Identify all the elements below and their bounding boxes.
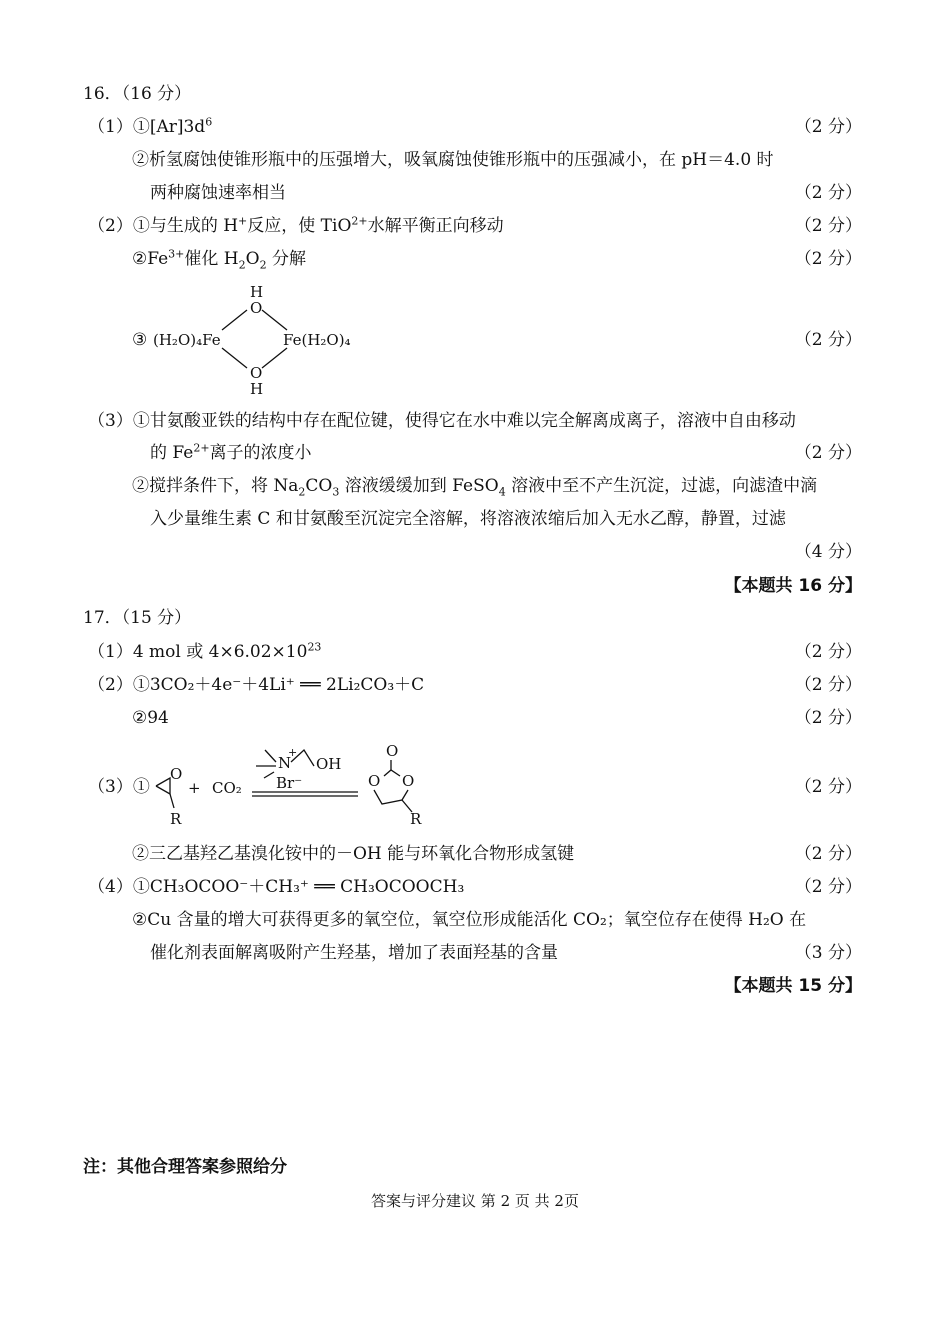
q16-1-1 [88,115,212,139]
q17-3-1-score: （2 分） [794,777,862,797]
q16-3-2-line2: 入少量维生素 C 和甘氨酸至沉淀完全溶解，将溶液浓缩后加入无水乙醇，静置，过滤 [150,509,786,529]
q16-3-2-sub2: 3 [332,485,340,499]
q17-4-2-line2: 催化剂表面解离吸附产生羟基，增加了表面羟基的含量 [150,943,558,963]
q16-3-1-line1: （3）①甘氨酸亚铁的结构中存在配位键，使得它在水中难以完全解离成离子，溶液中自由移动 [88,411,796,431]
bond-o-top-right [262,310,287,330]
bond-o-bot-right [262,348,287,368]
q16-3-2-sub1: 2 [298,485,306,499]
q17-3-2: ②三乙基羟乙基溴化铵中的－OH 能与环氧化合物形成氢键 [132,844,575,864]
struct-o-top: O [250,299,263,317]
catalyst-ethyl-1 [265,750,276,762]
struct-right-group: Fe(H₂O)₄ [283,331,351,349]
bond-o-top-left [222,310,247,330]
q16-3-2-line1 [132,474,817,498]
q16-2-1-score: （2 分） [794,216,862,236]
q16-3-1-text-a: 的 Fe [150,443,194,463]
catalyst-oh: OH [316,755,342,773]
q16-2-2-text-a: ②Fe [132,249,169,269]
q16-2-1 [88,214,504,238]
q16-2-2-sub1: 2 [238,258,246,272]
carbonate-o-top: O [386,742,399,760]
struct-o-bot: O [250,364,263,382]
epoxide-r: R [170,810,182,828]
q16-3-2-text-c: 溶液缓缓加到 FeSO [339,476,499,496]
struct-h-bot: H [250,380,264,398]
carbonate-o-right: O [402,772,415,790]
q16-2-1-text-c: 水解平衡正向移动 [367,216,504,236]
q16-3-1-score: （2 分） [794,443,862,463]
q16-1-2-score: （2 分） [794,183,862,203]
q16-3-1-text-b: 离子的浓度小 [209,443,312,463]
q16-3-2-score: （4 分） [794,542,862,562]
catalyst-br: Br⁻ [276,774,303,792]
q16-2-2-score: （2 分） [794,249,862,269]
catalyst-ethyl-3 [264,772,274,778]
carbonate-r: R [410,810,422,828]
fe-dimer-structure [150,280,370,400]
q16-1-1-text: （1）①[Ar]3d [88,117,206,137]
q17-2-2: ②94 [132,708,169,728]
epoxide-o: O [170,765,183,783]
q16-3-2-text-b: CO [305,476,333,496]
q17-1-sup: 23 [307,640,322,654]
q17-4-1: （4）①CH₃OCOO⁻＋CH₃⁺ ══ CH₃OCOOCH₃ [88,877,465,897]
q16-3-2-text-d: 溶液中至不产生沉淀，过滤，向滤渣中滴 [505,476,818,496]
note: 注：其他合理答案参照给分 [83,1157,287,1177]
q17-1-text: （1）4 mol 或 4×6.02×10 [88,642,308,662]
q16-2-3-label: ③ [132,330,148,350]
reaction-scheme [148,738,448,828]
q16-2-2-sub2: 2 [259,258,267,272]
q17-4-2-line1: ②Cu 含量的增大可获得更多的氧空位，氧空位形成能活化 CO₂；氧空位存在使得 H₂O 在 [132,910,807,930]
q16-2-1-text-b: 反应，使 TiO [247,216,352,236]
catalyst-n: N [278,754,292,772]
catalyst-charge: + [288,746,298,759]
carbonate-ring-top [384,770,400,776]
q16-3-1-line2 [150,441,312,465]
struct-h-top: H [250,283,264,301]
q16-2-1-sup-b: 2+ [351,214,368,228]
q17-2-1: （2）①3CO₂＋4e⁻＋4Li⁺ ══ 2Li₂CO₃＋C [88,675,425,695]
q17-3-2-score: （2 分） [794,844,862,864]
struct-left-group: (H₂O)₄Fe [153,331,221,349]
carbonate-o-left: O [368,772,381,790]
q17-2-1-score: （2 分） [794,675,862,695]
q16-1-1-score: （2 分） [794,117,862,137]
co2-reactant: CO₂ [212,779,242,797]
plus-sign: + [188,779,201,797]
epoxide-r-bond [170,794,174,808]
q17-2-2-score: （2 分） [794,708,862,728]
q16-2-1-text-a: （2）①与生成的 H [88,216,239,236]
bond-o-bot-left [222,348,247,368]
q16-2-2-text-b: 催化 H [184,249,239,269]
q17-1 [88,640,321,664]
q16-1-2-line1: ②析氢腐蚀使锥形瓶中的压强增大，吸氧腐蚀使锥形瓶中的压强减小，在 pH＝4.0 时 [132,150,774,170]
q16-title: 16．（16 分） [83,84,192,104]
q16-3-2-text-a: ②搅拌条件下，将 Na [132,476,299,496]
q16-2-2-sup: 3+ [168,247,185,261]
q17-title: 17．（15 分） [83,608,192,628]
q17-4-1-score: （2 分） [794,877,862,897]
q17-total: 【本题共 15 分】 [724,976,862,996]
q16-2-2 [132,247,306,271]
q16-2-2-text-c: 分解 [266,249,306,269]
page-footer: 答案与评分建议 第 2 页 共 2页 [371,1192,579,1210]
q17-3-1-label: （3）① [88,777,150,797]
q16-3-2-sub3: 4 [498,485,506,499]
q16-1-1-sup: 6 [205,115,213,129]
q16-total: 【本题共 16 分】 [724,576,862,596]
q16-2-2-text-o: O [245,249,260,269]
q17-1-score: （2 分） [794,642,862,662]
q16-3-1-sup: 2+ [193,441,210,455]
epoxide-ring [156,778,170,794]
q16-1-2-line2: 两种腐蚀速率相当 [150,183,286,203]
q16-2-1-sup-a: + [238,214,248,228]
q16-2-3-score: （2 分） [794,330,862,350]
q17-4-2-score: （3 分） [794,943,862,963]
